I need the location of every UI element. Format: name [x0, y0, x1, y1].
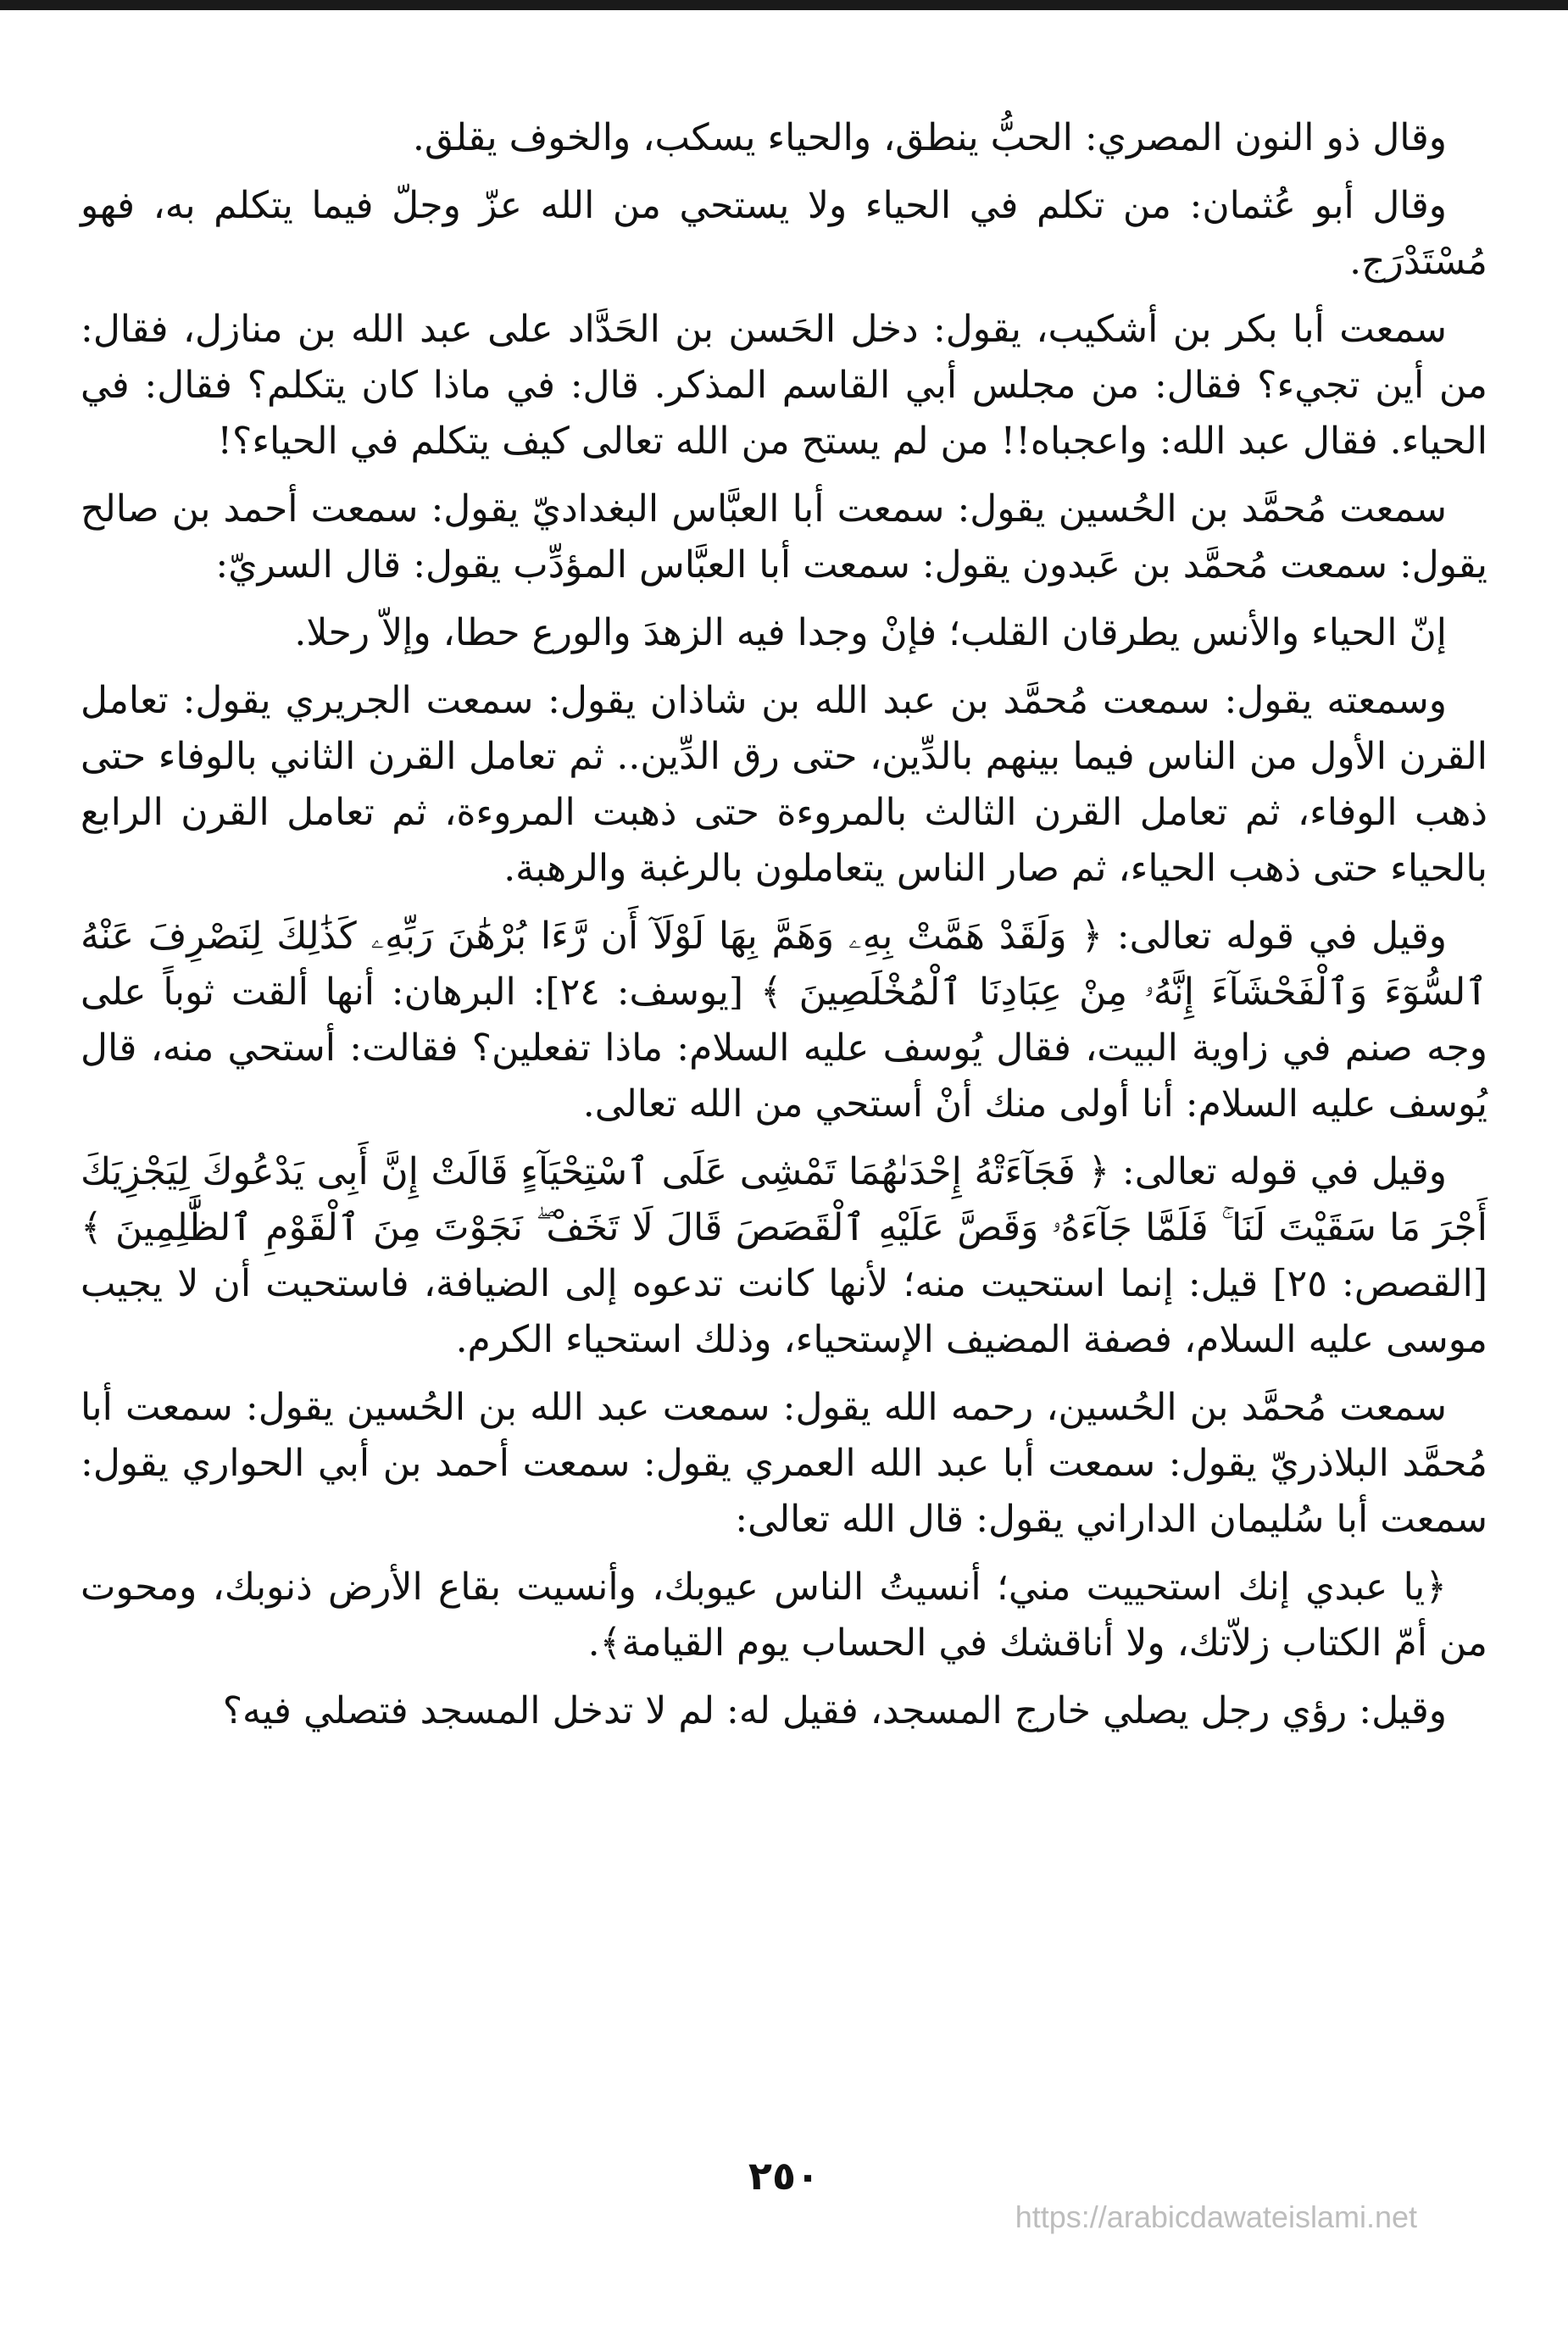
paragraph-abu-uthman: وقال أبو عُثمان: من تكلم في الحياء ولا يستحي من الله عزّ وجلّ فيما يتكلم به، فهو مُسْتَدْرَج. — [81, 184, 1487, 283]
paragraph-divine-saying: ﴿يا عبدي إنك استحييت مني؛ أنسيتُ الناس عيوبك، وأنسيت بقاع الأرض ذنوبك، ومحوت من أمّ الكتاب زلاّتك، ولا أناقشك في الحساب يوم القيامة﴾. — [81, 1565, 1487, 1665]
paragraph-isnad-al-darani: سمعت مُحمَّد بن الحُسين، رحمه الله يقول: سمعت عبد الله بن الحُسين يقول: سمعت أبا مُحمَّد البلاذريّ يقول: سمعت أبا عبد الله العمري يقول: سمعت أحمد بن أبي الحواري يقول: سمعت أبا سُليمان الداراني يقول: قال الله تعالى: — [81, 1386, 1487, 1541]
watermark-url: https://arabicdawateislami.net — [1015, 2199, 1417, 2234]
top-border-rule — [0, 0, 1568, 10]
paragraph-qasas-verse: وقيل في قوله تعالى: ﴿ فَجَآءَتْهُ إِحْدَىٰهُمَا تَمْشِى عَلَى ٱسْتِحْيَآءٍ قَالَتْ إِنَّ أَبِى يَدْعُوكَ لِيَجْزِيَكَ أَجْرَ مَا سَقَيْتَ لَنَا ۚ فَلَمَّا جَآءَهُۥ وَقَصَّ عَلَيْهِ ٱلْقَصَصَ قَالَ لَا تَخَفْ ۖ نَجَوْتَ مِنَ ٱلْقَوْمِ ٱلظَّٰلِمِينَ ﴾ [القصص: ٢٥] قيل: إنما استحيت منه؛ لأنها كانت تدعوه إلى الضيافة، فاستحيت أن لا يجيب موسى عليه السلام، فصفة المضيف الإستحياء، وذلك استحياء الكرم. — [81, 1150, 1487, 1361]
page-body-text — [81, 110, 1487, 1751]
paragraph-man-praying-outside: وقيل: رؤي رجل يصلي خارج المسجد، فقيل له: لم لا تدخل المسجد فتصلي فيه؟ — [222, 1689, 1447, 1732]
page-number: ٢٥٠ — [748, 2153, 820, 2199]
paragraph-al-jariri: وسمعته يقول: سمعت مُحمَّد بن عبد الله بن شاذان يقول: سمعت الجريري يقول: تعامل القرن الأول من الناس فيما بينهم بالدِّين، حتى رق الدِّين.. ثم تعامل القرن الثاني بالوفاء حتى ذهب الوفاء، ثم تعامل القرن الثالث بالمروءة حتى ذهبت المروءة، ثم تعامل القرن الرابع بالحياء حتى ذهب الحياء، ثم صار الناس يتعاملون بالرغبة والرهبة. — [81, 679, 1487, 890]
paragraph-dhu-al-nun: وقال ذو النون المصري: الحبُّ ينطق، والحياء يسكب، والخوف يقلق. — [412, 116, 1447, 159]
paragraph-isnad-al-sari: سمعت مُحمَّد بن الحُسين يقول: سمعت أبا العبَّاس البغداديّ يقول: سمعت أحمد بن صالح يقول: سمعت مُحمَّد بن عَبدون يقول: سمعت أبا العبَّاس المؤدِّب يقول: قال السريّ: — [81, 487, 1487, 587]
paragraph-al-sari-saying: إنّ الحياء والأنس يطرقان القلب؛ فإنْ وجدا فيه الزهدَ والورع حطا، وإلاّ رحلا. — [294, 611, 1447, 654]
paragraph-yusuf-verse: وقيل في قوله تعالى: ﴿ وَلَقَدْ هَمَّتْ بِهِۦ وَهَمَّ بِهَا لَوْلَآ أَن رَّءَا بُرْهَٰنَ رَبِّهِۦ كَذَٰلِكَ لِنَصْرِفَ عَنْهُ ٱلسُّوٓءَ وَٱلْفَحْشَآءَ إِنَّهُۥ مِنْ عِبَادِنَا ٱلْمُخْلَصِينَ ﴾ [يوسف: ٢٤]: البرهان: أنها ألقت ثوباً على وجه صنم في زاوية البيت، فقال يُوسف عليه السلام: ماذا تفعلين؟ فقالت: أستحي منه، قال يُوسف عليه السلام: أنا أولى منك أنْ أستحي من الله تعالى. — [81, 915, 1488, 1126]
paragraph-abu-bakr-ashkib: سمعت أبا بكر بن أشكيب، يقول: دخل الحَسن بن الحَدَّاد على عبد الله بن منازل، فقال: من أين تجيء؟ فقال: من مجلس أبي القاسم المذكر. قال: في ماذا كان يتكلم؟ فقال: في الحياء. فقال عبد الله: واعجباه!! من لم يستح من الله تعالى كيف يتكلم في الحياء؟! — [81, 308, 1487, 463]
